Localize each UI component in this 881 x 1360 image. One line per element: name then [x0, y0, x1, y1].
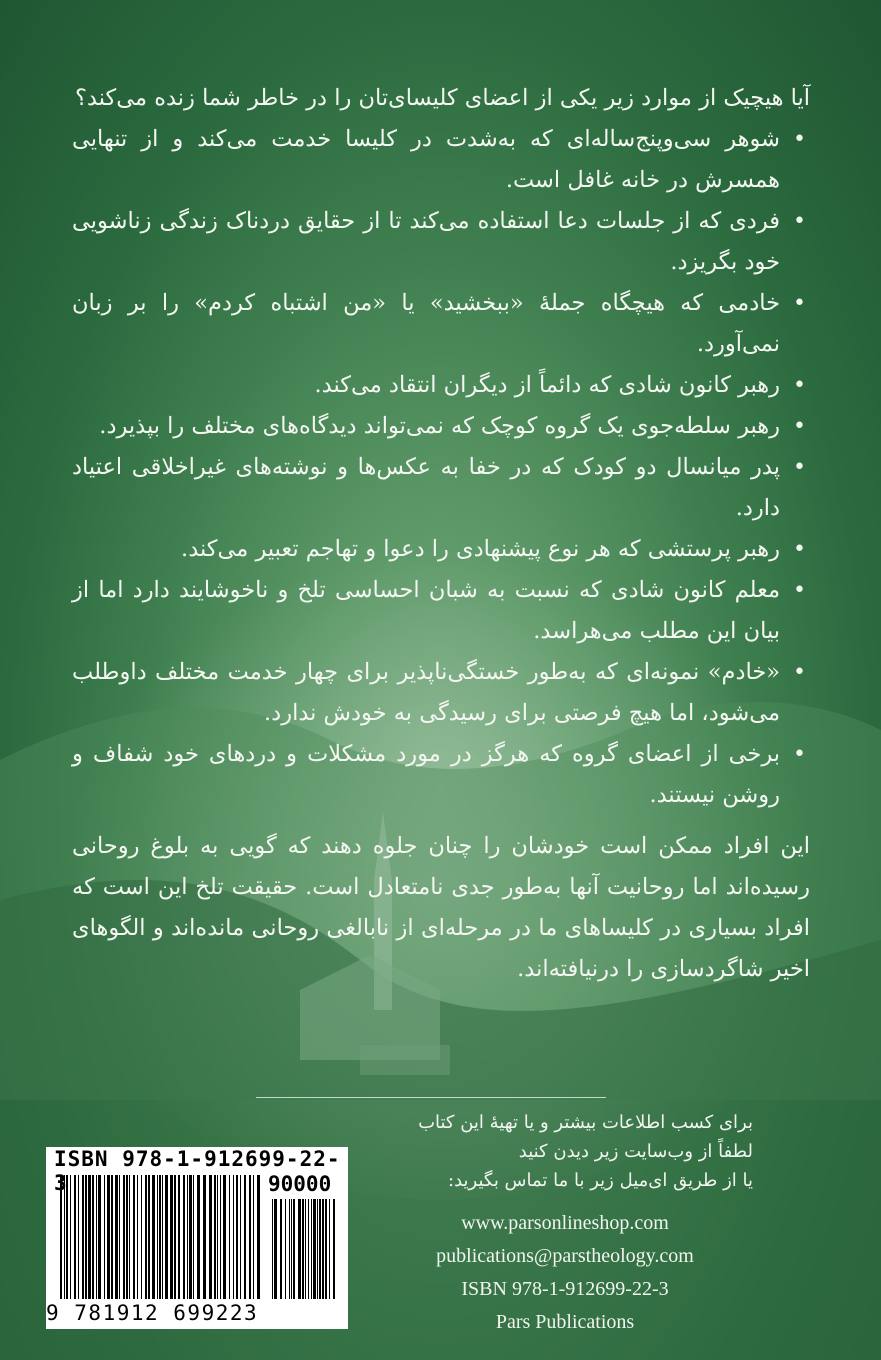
addon-bar	[289, 1199, 290, 1299]
list-item: • «خادم» نمونه‌ای که به‌طور خستگی‌ناپذیر برای چهار خدمت مختلف داوطلب می‌شود، اما هیچ فرصتی برای رسیدگی به خودش ندارد.	[72, 652, 810, 734]
list-item: • معلم کانون شادی که نسبت به شبان احساسی تلخ و ناخوشایند دارد اما از بیان این مطلب می‌هراسد.	[72, 570, 810, 652]
email-link[interactable]: publications@parstheology.com	[436, 1245, 694, 1267]
info-line: برای کسب اطلاعات بیشتر و یا تهیهٔ این کتاب	[418, 1112, 753, 1133]
barcode-isbn-label: ISBN 978-1-912699-22-3	[54, 1147, 341, 1195]
list-item: • خادمی که هیچگاه جملهٔ «ببخشید» یا «من اشتباه کردم» را بر زبان نمی‌آورد.	[72, 283, 810, 365]
barcode-box	[46, 1147, 348, 1329]
list-item: • فردی که از جلسات دعا استفاده می‌کند تا از حقایق دردناک زندگی زناشویی خود بگریزد.	[72, 201, 810, 283]
addon-bar	[308, 1199, 309, 1299]
list-item: • شوهر سی‌وپنج‌ساله‌ای که به‌شدت در کلیسا خدمت می‌کند و از تنهایی همسرش در خانه غافل است.	[72, 119, 810, 201]
addon-bar	[302, 1199, 304, 1299]
list-item: • رهبر کانون شادی که دائماً از دیگران انتقاد می‌کند.	[72, 365, 810, 406]
info-line: یا از طریق ای‌میل زیر با ما تماس بگیرید:	[448, 1170, 753, 1191]
isbn-text: ISBN 978-1-912699-22-3	[461, 1278, 669, 1300]
divider	[256, 1097, 606, 1098]
intro-question: آیا هیچیک از موارد زیر یکی از اعضای کلیسای‌تان را در خاطر شما زنده می‌کند؟	[74, 85, 810, 111]
addon-bar	[322, 1199, 324, 1299]
addon-bar	[298, 1199, 301, 1299]
list-item: • رهبر پرستشی که هر نوع پیشنهادی را دعوا و تهاجم تعبیر می‌کند.	[72, 529, 810, 570]
list-item: • رهبر سلطه‌جوی یک گروه کوچک که نمی‌تواند دیدگاه‌های مختلف را بپذیرد.	[72, 406, 810, 447]
barcode-price-code: 90000	[268, 1172, 332, 1196]
addon-bar	[272, 1199, 273, 1299]
addon-bar	[325, 1199, 327, 1299]
contact-block	[400, 1207, 730, 1339]
bullet-list	[72, 119, 810, 816]
addon-bar	[280, 1199, 282, 1299]
addon-bar	[311, 1199, 312, 1299]
list-item: • پدر میانسال دو کودک که در خفا به عکس‌ها و نوشته‌های غیراخلاقی اعتیاد دارد.	[72, 447, 810, 529]
addon-bar	[319, 1199, 321, 1299]
addon-bar	[285, 1199, 286, 1299]
closing-paragraph: این افراد ممکن است خودشان را چنان جلوه دهند که گویی به بلوغ روحانی رسیده‌اند اما روحانیت آنها به‌طور جدی نامتعادل است. حقیقت تلخ این است که افراد بسیاری در کلیساهای ما در مرحله‌ای از نابالغی روحانی مانده‌اند و الگوهای اخیر شاگردسازی را درنیافته‌اند.	[72, 833, 810, 982]
addon-bar	[291, 1199, 292, 1299]
publisher-name: Pars Publications	[495, 1311, 635, 1333]
website-link[interactable]: www.parsonlineshop.com	[461, 1212, 669, 1234]
info-line: لطفاً از وب‌سایت زیر دیدن کنید	[518, 1141, 753, 1162]
addon-bar	[317, 1199, 318, 1299]
barcode-digits: 9 781912 699223	[46, 1301, 259, 1325]
village-houses	[360, 1045, 450, 1075]
addon-bar	[313, 1199, 316, 1299]
info-block	[375, 1108, 753, 1195]
addon-bar	[333, 1199, 335, 1299]
main-text	[72, 78, 810, 990]
addon-bar	[329, 1199, 330, 1299]
list-item: • برخی از اعضای گروه که هرگز در مورد مشکلات و دردهای خود شفاف و روشن نیستند.	[72, 734, 810, 816]
addon-bar	[305, 1199, 306, 1299]
addon-bar	[293, 1199, 295, 1299]
addon-bar	[274, 1199, 277, 1299]
